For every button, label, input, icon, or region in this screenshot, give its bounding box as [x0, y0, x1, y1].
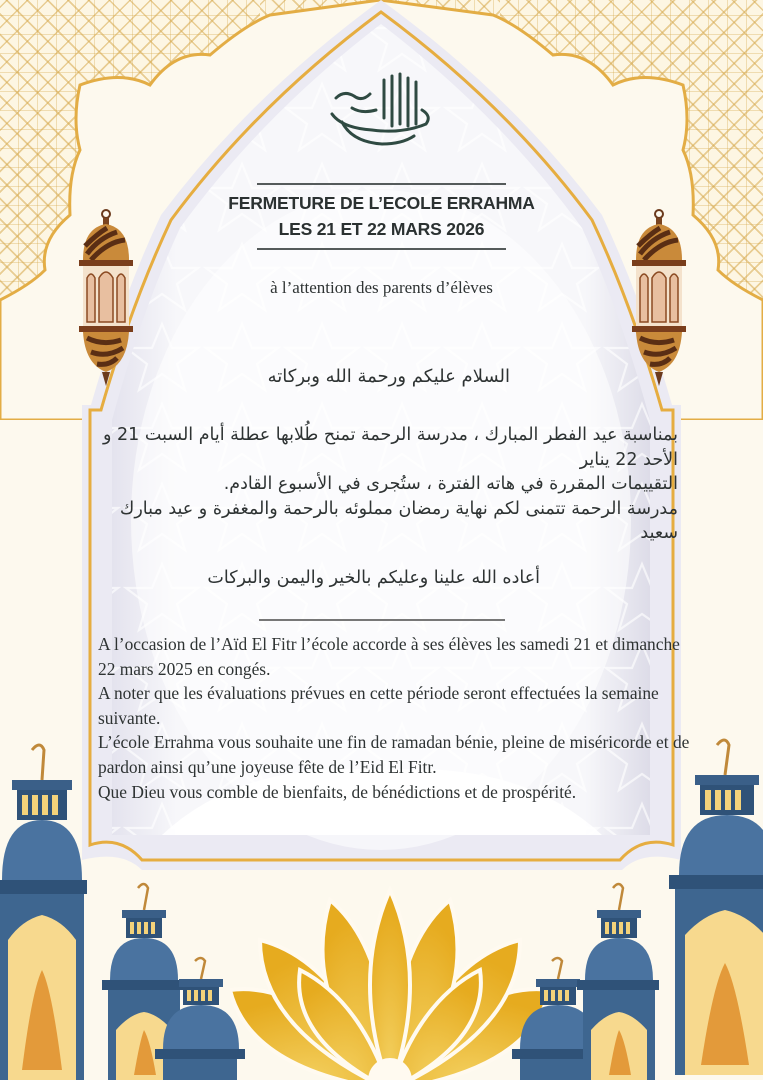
french-paragraph: A l’occasion de l’Aïd El Fitr l’école accorde à ses élèves les samedi 21 et dimanche 22 mars 2025 en congés. — [98, 634, 680, 679]
title-rule-top — [257, 183, 506, 185]
section-divider — [259, 619, 505, 621]
french-paragraph: L’école Errahma vous souhaite une fin de ramadan bénie, pleine de miséricorde et de pardon ainsi qu’une joyeuse fête de l’Eid El Fitr. — [98, 732, 690, 777]
subtitle: à l’attention des parents d’élèves — [270, 278, 493, 297]
arabic-greeting: السلام عليكم ورحمة الله وبركاته — [267, 366, 510, 387]
title-line-1: FERMETURE DE L’ECOLE ERRAHMA — [228, 193, 535, 213]
title-rule-bottom — [257, 248, 506, 250]
blue-lantern-small-left-icon — [155, 955, 245, 1080]
arabic-closing: أعاده الله علينا وعليكم بالخير واليمن والبركات — [207, 568, 540, 588]
gold-lotus-flower-icon — [230, 880, 550, 1080]
title-line-2: LES 21 ET 22 MARS 2026 — [278, 219, 485, 239]
french-body — [98, 632, 698, 804]
blue-lantern-large-left-icon — [0, 740, 87, 1080]
french-paragraph: A noter que les évaluations prévues en cette période seront effectuées la semaine suivante. — [98, 683, 659, 728]
blue-lantern-medium-right-icon — [575, 880, 660, 1080]
bismillah-calligraphy-icon — [322, 68, 440, 148]
french-paragraph: Que Dieu vous comble de bienfaits, de bénédictions et de prospérité. — [98, 781, 577, 802]
blue-lantern-large-right-icon — [665, 735, 763, 1075]
arabic-paragraph: التقييمات المقررة في هاته الفترة ، ستُجرى في الأسبوع القادم. — [223, 474, 678, 494]
arabic-body — [96, 423, 678, 546]
arabic-paragraph: بمناسبة عيد الفطر المبارك ، مدرسة الرحمة تمنح طُلابها عطلة أيام السبت 21 و الأحد 22 يناير — [103, 425, 678, 470]
arabic-paragraph: مدرسة الرحمة تتمنى لكم نهاية رمضان مملوئه بالرحمة والمغفرة و عيد مبارك سعيد — [119, 498, 678, 543]
